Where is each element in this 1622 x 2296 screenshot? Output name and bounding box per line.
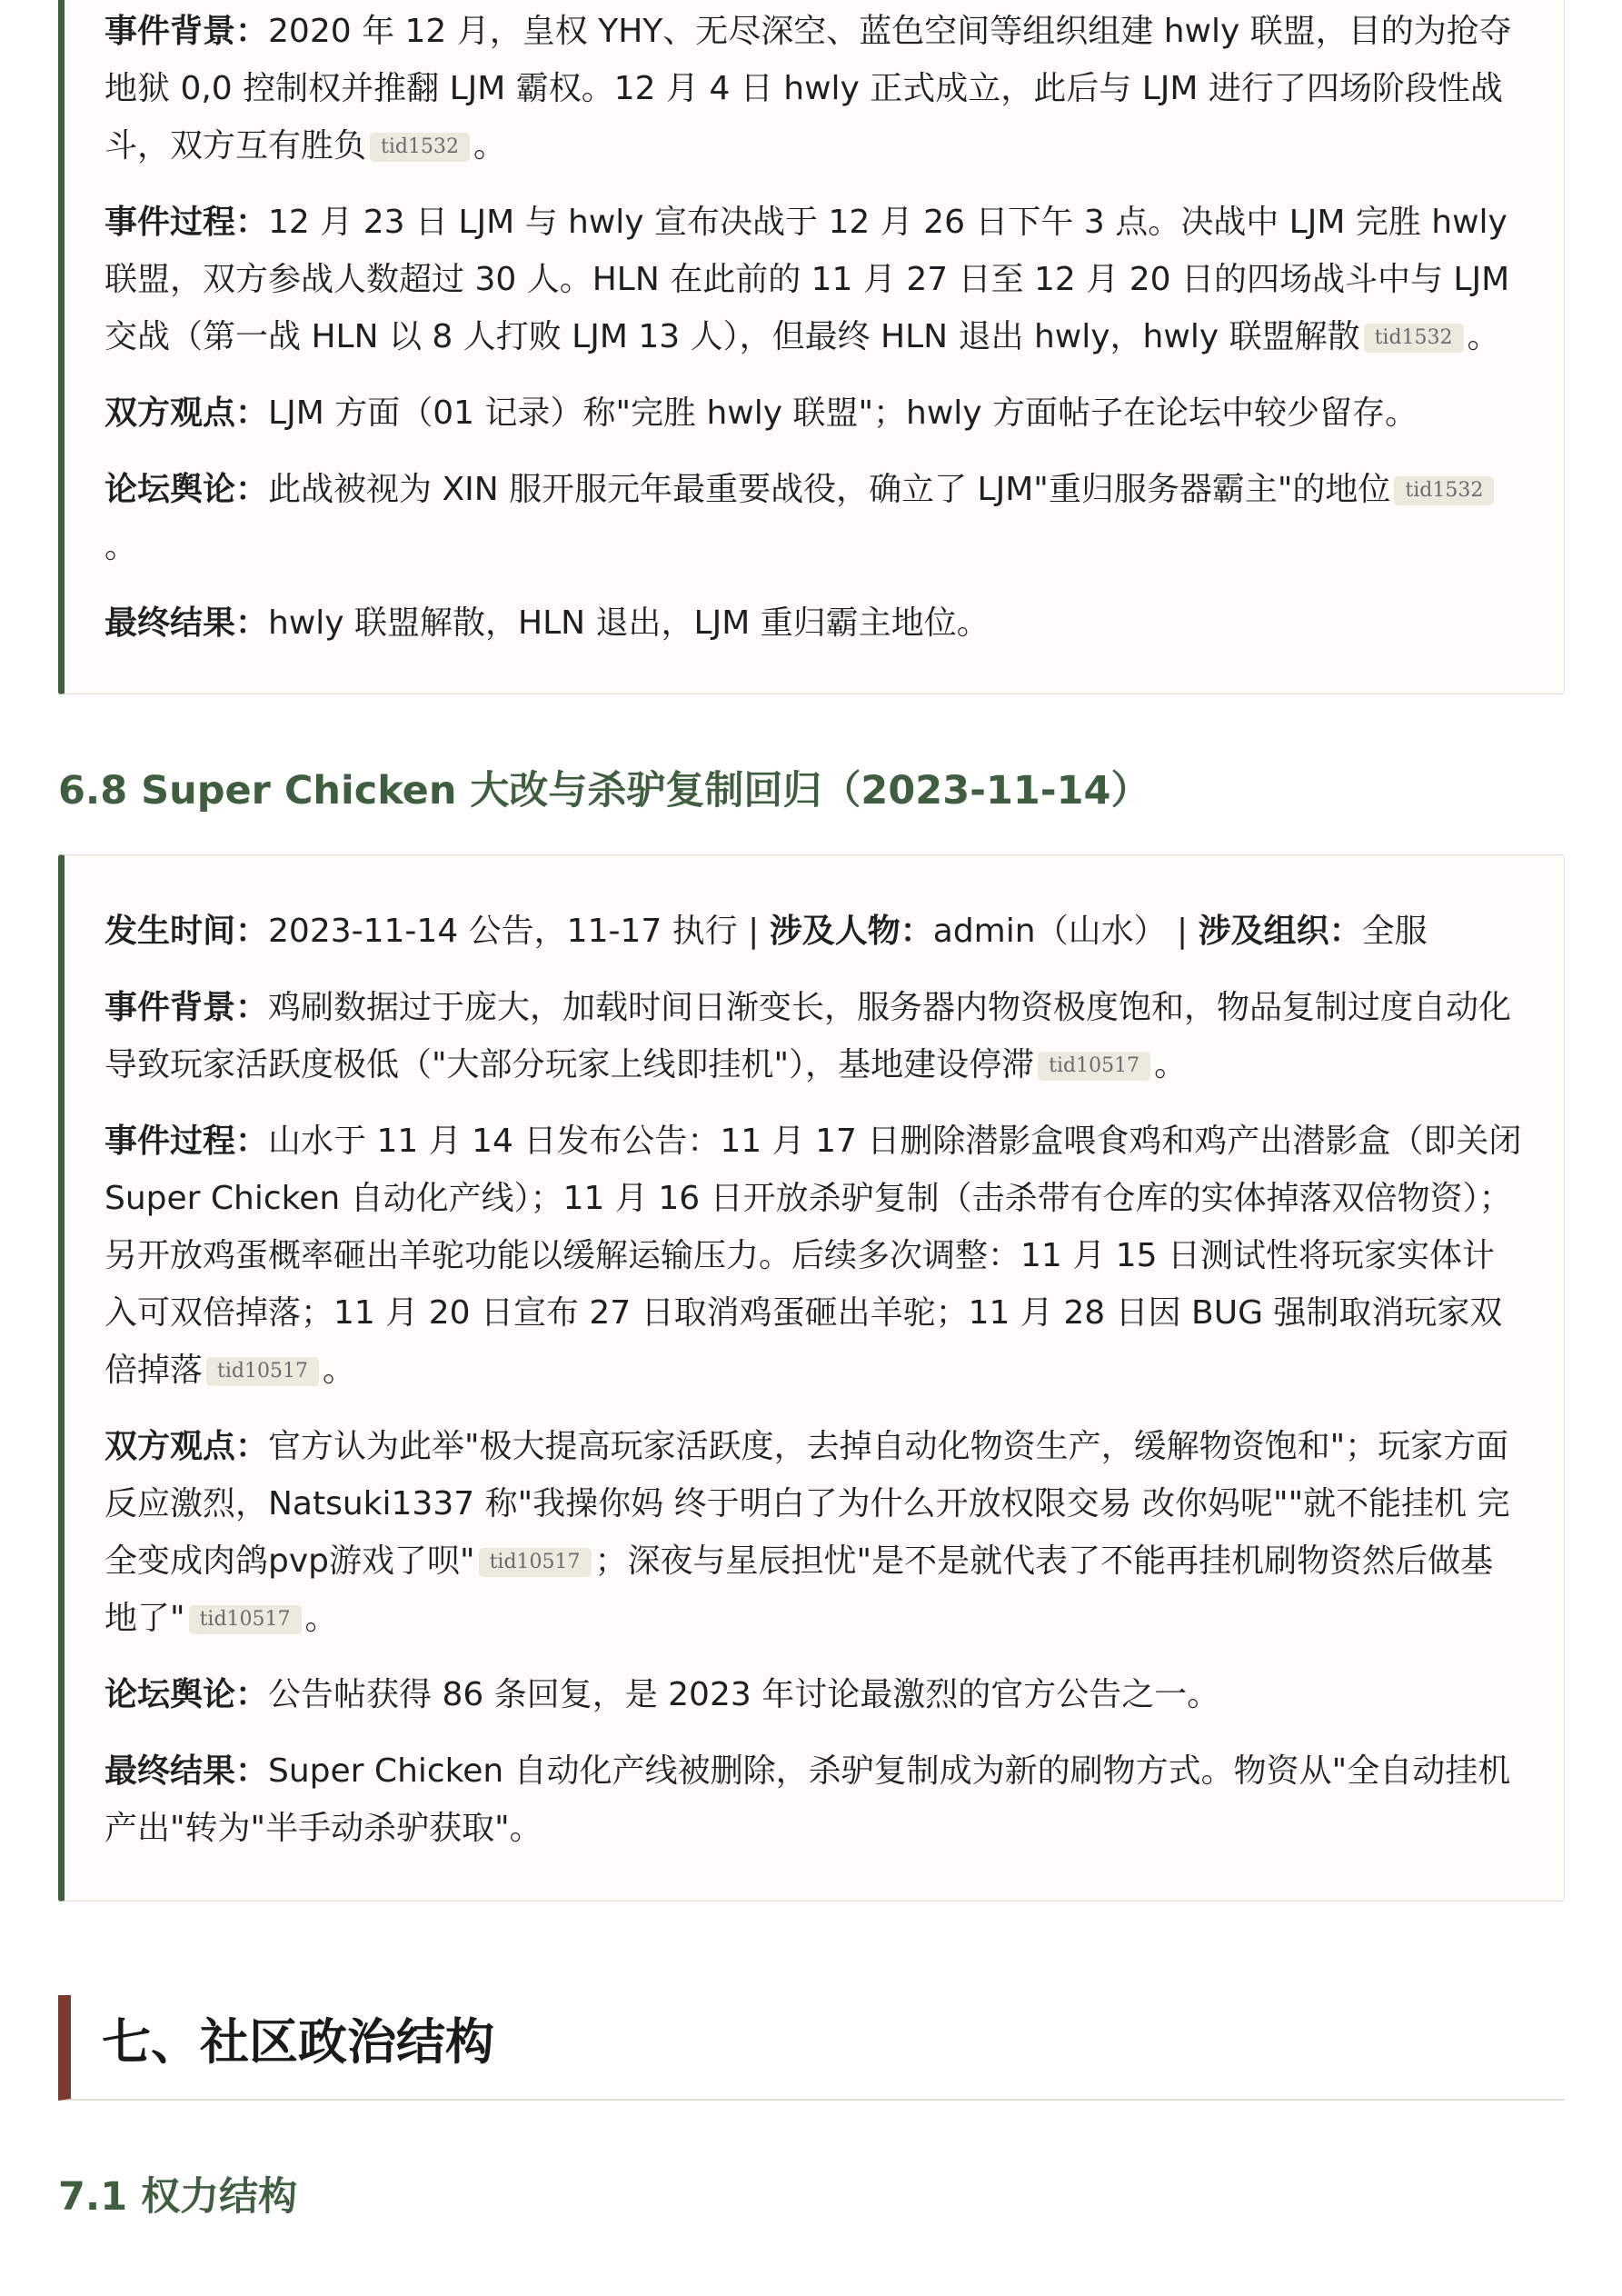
event-forum-opinion: 论坛舆论：此战被视为 XIN 服开服元年最重要战役，确立了 LJM"重归服务器霸主"的地位 tid1532。 [104,461,1526,575]
source-tag[interactable]: tid1532 [1394,476,1494,505]
section-heading-6-8: 6.8 Super Chicken 大改与杀驴复制回归（2023-11-14） [58,768,1150,814]
event-card-6-7 [58,0,1565,694]
event-background: 事件背景：鸡刷数据过于庞大，加载时间日渐变长，服务器内物资极度饱和，物品复制过度自动化导致玩家活跃度极低（"大部分玩家上线即挂机"），基地建设停滞 tid10517 。 [104,989,1512,1083]
event-forum-opinion: 论坛舆论：公告帖获得 86 条回复，是 2023 年讨论最激烈的官方公告之一。 [104,1676,1220,1713]
event-process: 事件过程：12 月 23 日 LJM 与 hwly 宣布决战于 12 月 26 日下午 3 点。决战中 LJM 完胜 hwly 联盟，双方参战人数超过 30 人。HLN 在此前的 11 月 27 日至 12 月 20 日的四场战斗中与 LJM 交战（第一战 HLN 以 8 人打败 LJM 13 人），但最终 HLN 退出 hwly，hwly 联盟解散 tid1532 。 [104,204,1510,355]
event-meta: 发生时间：2023-11-14 公告，11-17 执行 | 涉及人物：admin（山水） | 涉及组织：全服 [104,913,1428,950]
section-heading-7-1: 7.1 权力结构 [58,2174,298,2220]
event-result: 最终结果：Super Chicken 自动化产线被删除，杀驴复制成为新的刷物方式。物资从"全自动挂机产出"转为"半手动杀驴获取"。 [104,1752,1511,1847]
source-tag[interactable]: tid1532 [370,133,470,162]
source-tag[interactable]: tid10517 [1038,1052,1150,1081]
chapter-heading-7: 七、社区政治结构 [58,1995,1565,2101]
event-background: 事件背景：2020 年 12 月，皇权 YHY、无尽深空、蓝色空间等组织组建 hwly 联盟，目的为抢夺地狱 0,0 控制权并推翻 LJM 霸权。12 月 4 日 hwly 正式成立，此后与 LJM 进行了四场阶段性战斗，双方互有胜负 tid1532 。 [104,13,1512,165]
event-views: 双方观点：官方认为此举"极大提高玩家活跃度，去掉自动化物资生产，缓解物资饱和"；玩家方面反应激烈，Natsuki1337 称"我操你妈 终于明白了为什么开放权限交易 改你妈呢""就不能挂机 完全变成肉鸽pvp游戏了呗" tid10517 ；深夜与星辰担忧"是不是就代表了不能再挂机刷物资然后做基地了" tid10517 。 [104,1428,1510,1637]
source-tag[interactable]: tid10517 [189,1605,302,1634]
source-tag[interactable]: tid10517 [479,1548,592,1577]
event-result: 最终结果：hwly 联盟解散，HLN 退出，LJM 重归霸主地位。 [104,604,990,642]
source-tag[interactable]: tid10517 [206,1357,319,1386]
event-process: 事件过程：山水于 11 月 14 日发布公告：11 月 17 日删除潜影盒喂食鸡和鸡产出潜影盒（即关闭 Super Chicken 自动化产线）；11 月 16 日开放杀驴复制（击杀带有仓库的实体掉落双倍物资）；另开放鸡蛋概率砸出羊驼功能以缓解运输压力。后续多次调整：11 月 15 日测试性将玩家实体计入可双倍掉落；11 月 20 日宣布 27 日取消鸡蛋砸出羊驼；11 月 28 日因 BUG 强制取消玩家双倍掉落 tid10517 。 [104,1123,1522,1389]
event-views: 双方观点：LJM 方面（01 记录）称"完胜 hwly 联盟"；hwly 方面帖子在论坛中较少留存。 [104,394,1418,432]
source-tag[interactable]: tid1532 [1364,324,1464,353]
event-card-6-8 [58,854,1565,1902]
